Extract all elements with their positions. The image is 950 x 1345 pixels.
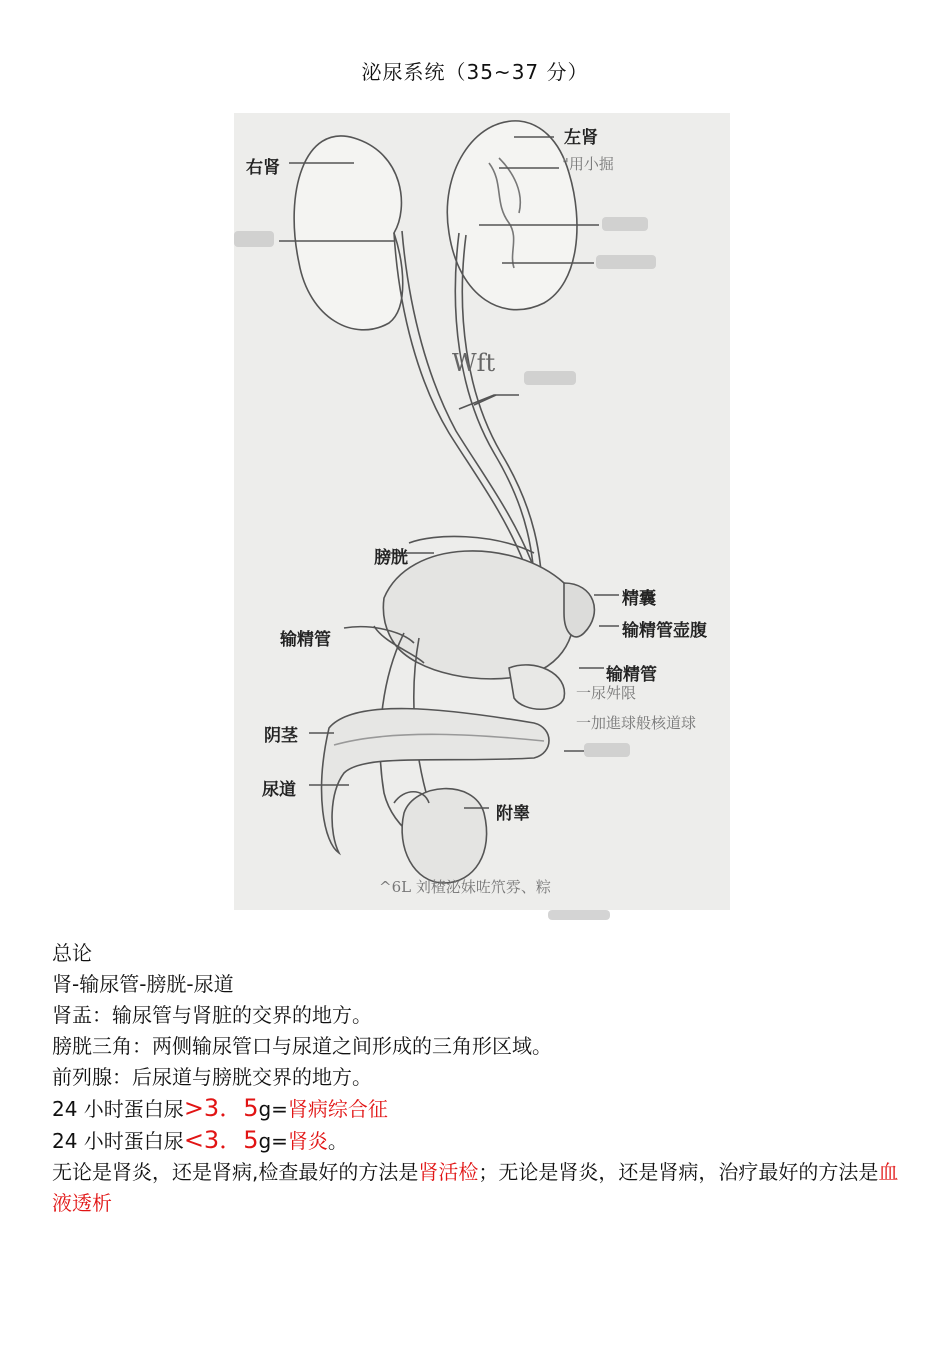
- blur-mark: [524, 371, 576, 385]
- proteinuria-low-end: 。: [327, 1129, 348, 1153]
- treatment-method: 血液透析: [52, 1160, 899, 1215]
- blur-mark: [584, 743, 630, 757]
- proteinuria-low: [52, 1125, 902, 1157]
- proteinuria-high: [52, 1093, 902, 1125]
- blur-mark: [234, 231, 274, 247]
- prostate-def: 前列腺：后尿道与膀胱交界的地方。: [52, 1065, 372, 1089]
- page-title: 泌尿系统（35~37 分）: [361, 60, 589, 84]
- label-penis: 阴茎: [264, 726, 298, 746]
- proteinuria-low-value: <3．5: [183, 1126, 259, 1154]
- label-vas-deferens-right: 输精管: [280, 630, 331, 650]
- urinary-system-diagram: [234, 113, 730, 910]
- proteinuria-low-result: 肾炎: [287, 1129, 328, 1153]
- proteinuria-high-prefix: 24 小时蛋白尿: [52, 1097, 184, 1121]
- ocr-note-b: 一加進球般核道球: [576, 714, 697, 732]
- label-epididymis: 附睾: [496, 804, 530, 824]
- label-ampulla: 输精管壶腹: [622, 621, 707, 641]
- label-left-kidney: 左肾: [564, 128, 598, 148]
- ocr-wft: Wft: [452, 349, 496, 377]
- bladder-trigone-def: 膀胱三角：两侧输尿管口与尿道之间形成的三角形区域。: [52, 1034, 552, 1058]
- notes-heading: 总论: [52, 941, 92, 965]
- exam-treatment-note: [52, 1157, 902, 1219]
- label-vas-deferens-left: 输精管: [606, 665, 657, 685]
- exam-method: 肾活检: [418, 1160, 479, 1184]
- testis-shape: [402, 789, 487, 883]
- right-kidney-shape: [294, 136, 403, 330]
- blur-mark: [602, 217, 648, 231]
- urinary-path: 肾-输尿管-膀胱-尿道: [52, 972, 234, 996]
- proteinuria-high-unit: g=: [258, 1097, 288, 1121]
- figure-caption: ^6L 刘楂泌妹咗笊雰、粽: [379, 878, 551, 896]
- prostate-shape: [509, 665, 564, 709]
- ocr-note-a: 一尿舛限: [576, 684, 637, 702]
- proteinuria-low-prefix: 24 小时蛋白尿: [52, 1129, 184, 1153]
- proteinuria-low-unit: g=: [258, 1129, 288, 1153]
- renal-pelvis-def: 肾盂：输尿管与肾脏的交界的地方。: [52, 1003, 372, 1027]
- blur-mark: [548, 910, 610, 920]
- proteinuria-high-result: 肾病综合征: [287, 1097, 388, 1121]
- label-seminal-vesicle: 精囊: [622, 589, 656, 609]
- notes-section: [52, 938, 902, 1219]
- label-bladder: 膀胱: [374, 548, 408, 568]
- treatment-text: ；无论是肾炎，还是肾病，治疗最好的方法是: [478, 1160, 879, 1184]
- renal-ocr-note: "用小掘: [562, 155, 614, 173]
- label-right-kidney: 右肾: [246, 158, 280, 178]
- proteinuria-high-value: >3．5: [183, 1094, 259, 1122]
- seminal-vesicle-shape: [564, 583, 594, 637]
- exam-text: 无论是肾炎，还是肾病,检查最好的方法是: [52, 1160, 419, 1184]
- left-kidney-shape: [447, 121, 577, 310]
- label-urethra: 尿道: [262, 780, 296, 800]
- blur-mark: [596, 255, 656, 269]
- bladder-shape: [383, 551, 574, 679]
- anatomy-drawing: [234, 113, 730, 910]
